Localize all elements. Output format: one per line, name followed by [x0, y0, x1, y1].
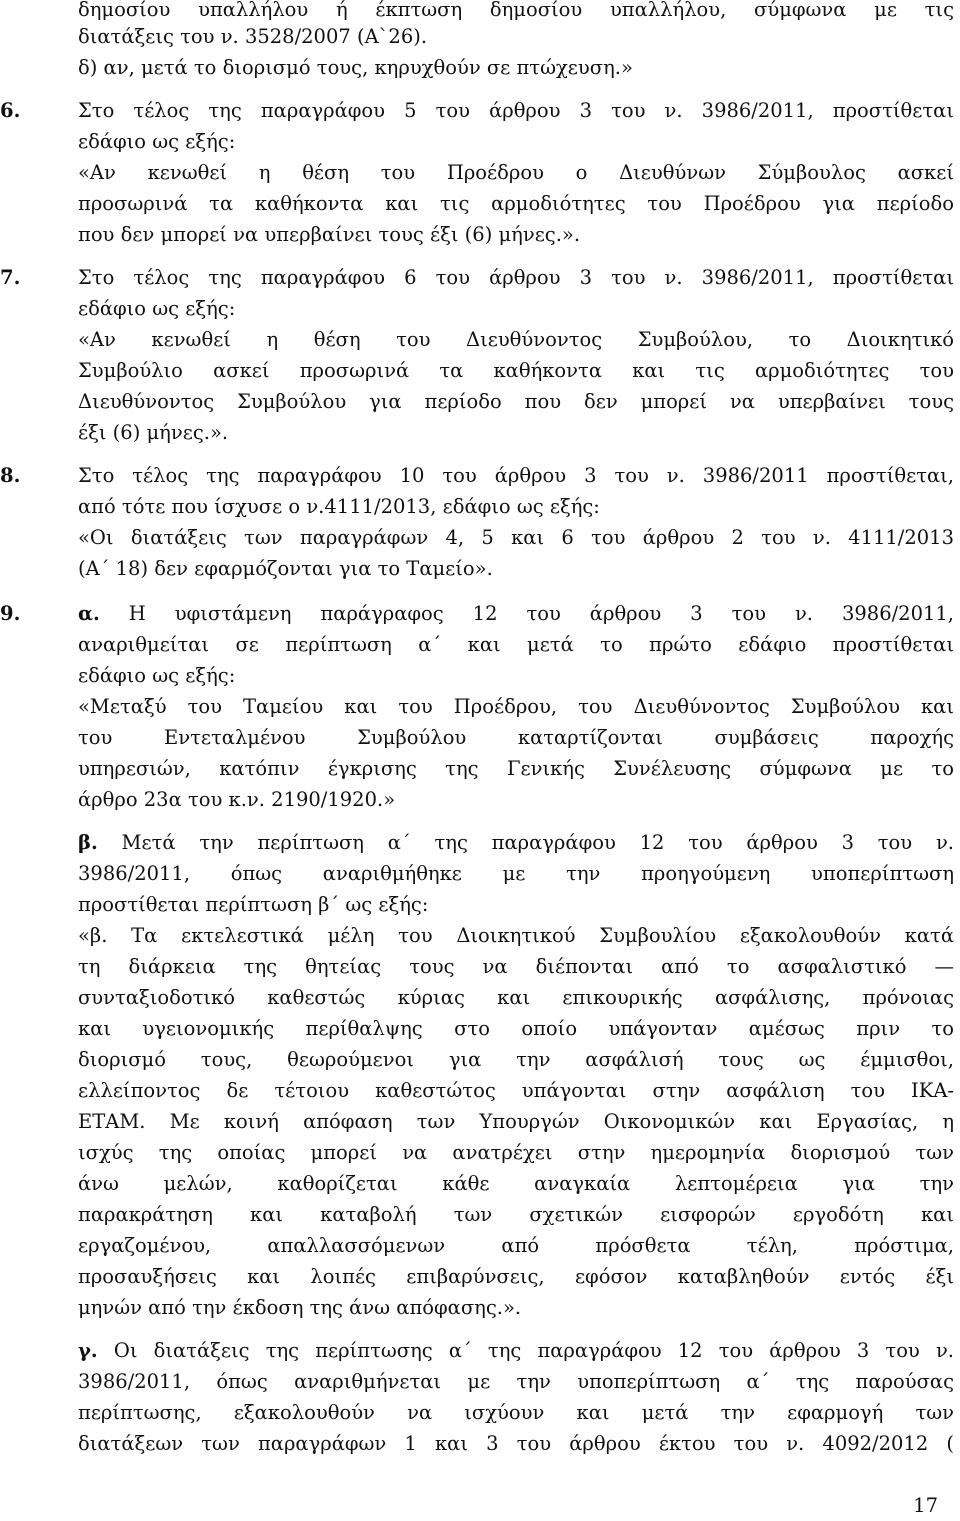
- line-text: δημοσίου υπαλλήλου ή έκπτωση δημοσίου υπαλλήλου, σύμφωνα με τις: [78, 0, 954, 21]
- line-text: συνταξιοδοτικό καθεστώς κύριας και επικουρικής ασφάλισης, πρόνοιας: [78, 986, 954, 1009]
- line-text: Μετά την περίπτωση α΄ της παραγράφου 12 του άρθρου 3 του ν.: [121, 831, 954, 854]
- line-text: υπηρεσιών, κατόπιν έγκρισης της Γενικής Συνέλευσης σύμφωνα με το: [78, 757, 954, 780]
- text-line: [78, 827, 954, 858]
- text-line: [78, 1261, 954, 1292]
- line-text: προσωρινά τα καθήκοντα και τις αρμοδιότητες του Προέδρου για περίοδο: [78, 192, 954, 215]
- line-text: «Οι διατάξεις των παραγράφων 4, 5 και 6 του άρθρου 2 του ν. 4111/2013: [78, 526, 954, 549]
- line-text: τη διάρκεια της θητείας τους να διέπονται από το ασφαλιστικό —: [78, 955, 954, 978]
- text-line: [78, 1168, 954, 1199]
- text-line: [78, 1075, 954, 1106]
- text-line: [78, 21, 954, 52]
- text-line: [78, 417, 954, 448]
- text-line: [78, 1199, 954, 1230]
- line-text: Διευθύνοντος Συμβούλου για περίοδο που δεν μπορεί να υπερβαίνει τους: [78, 390, 954, 413]
- text-line: [78, 722, 954, 753]
- text-line: [78, 753, 954, 784]
- line-text: άρθρο 23α του κ.ν. 2190/1920.»: [78, 788, 396, 811]
- text-line: [78, 920, 954, 951]
- line-text: Η υφιστάμενη παράγραφος 12 του άρθρου 3 του ν. 3986/2011,: [128, 602, 954, 625]
- line-text: «Αν κενωθεί η θέση του Διευθύνοντος Συμβούλου, το Διοικητικό: [78, 328, 954, 351]
- line-text: Στο τέλος της παραγράφου 6 του άρθρου 3 του ν. 3986/2011, προστίθεται: [78, 266, 954, 289]
- text-line: [78, 982, 954, 1013]
- line-text: Οι διατάξεις της περίπτωσης α΄ της παραγράφου 12 του άρθρου 3 του ν.: [113, 1339, 954, 1362]
- text-line: [78, 386, 954, 417]
- text-line: [78, 629, 954, 660]
- line-text: εδάφιο ως εξής:: [78, 130, 236, 153]
- line-text: διατάξεων των παραγράφων 1 και 3 του άρθρου έκτου του ν. 4092/2012 (: [78, 1432, 954, 1455]
- line-text: εργαζομένου, απαλλασσόμενων από πρόσθετα τέλη, πρόστιμα,: [78, 1234, 954, 1257]
- line-text: που δεν μπορεί να υπερβαίνει τους έξι (6) μήνες.».: [78, 223, 581, 246]
- text-line: [78, 1106, 954, 1137]
- line-text: Στο τέλος της παραγράφου 5 του άρθρου 3 του ν. 3986/2011, προστίθεται: [78, 99, 954, 122]
- text-line: [78, 858, 954, 889]
- text-line: [78, 293, 954, 324]
- text-line: [78, 188, 954, 219]
- line-text: προσαυξήσεις και λοιπές επιβαρύνσεις, εφόσον καταβληθούν εντός έξι: [78, 1265, 954, 1288]
- line-text: διορισμό τους, θεωρούμενοι για την ασφάλισή τους ως έμμισθοι,: [78, 1048, 954, 1071]
- line-text: από τότε που ίσχυσε ο ν.4111/2013, εδάφιο ως εξής:: [78, 495, 600, 518]
- paragraph-number: 9.: [0, 602, 21, 625]
- text-line: [78, 889, 954, 920]
- text-line: [78, 52, 954, 83]
- text-line: [78, 1230, 954, 1261]
- line-text: έξι (6) μήνες.».: [78, 421, 229, 444]
- text-line: [78, 324, 954, 355]
- text-line: [0, 95, 954, 126]
- text-line: [78, 1013, 954, 1044]
- line-text: Συμβούλιο ασκεί προσωρινά τα καθήκοντα και τις αρμοδιότητες του: [78, 359, 954, 382]
- text-line: [78, 1397, 954, 1428]
- text-line: [78, 784, 954, 815]
- line-text: 3986/2011, όπως αναριθμήθηκε με την προηγούμενη υποπερίπτωση: [78, 862, 954, 885]
- text-line: [0, 460, 954, 491]
- line-text: εδάφιο ως εξής:: [78, 664, 236, 687]
- text-line: [78, 157, 954, 188]
- line-text: (Α΄ 18) δεν εφαρμόζονται για το Ταμείο».: [78, 557, 493, 580]
- line-text: «Μεταξύ του Ταμείου και του Προέδρου, του Διευθύνοντος Συμβούλου και: [78, 695, 954, 718]
- text-line: [0, 262, 954, 293]
- line-text: «β. Τα εκτελεστικά μέλη του Διοικητικού Συμβουλίου εξακολουθούν κατά: [78, 924, 954, 947]
- text-line: [78, 1428, 954, 1459]
- text-line: [78, 553, 954, 584]
- text-line: [78, 126, 954, 157]
- paragraph-number: 7.: [0, 266, 21, 289]
- line-text: δ) αν, μετά το διορισμό τους, κηρυχθούν σε πτώχευση.»: [78, 56, 633, 79]
- line-text: ισχύς της οποίας μπορεί να ανατρέχει στην ημερομηνία διορισμού των: [78, 1141, 954, 1164]
- line-text: παρακράτηση και καταβολή των σχετικών εισφορών εργοδότη και: [78, 1203, 954, 1226]
- paragraph-number: 6.: [0, 99, 21, 122]
- text-line: [0, 598, 954, 629]
- page-number: 17: [913, 1494, 938, 1517]
- line-text: Στο τέλος της παραγράφου 10 του άρθρου 3 του ν. 3986/2011 προστίθεται,: [78, 464, 954, 487]
- line-text: άνω μελών, καθορίζεται κάθε αναγκαία λεπτομέρεια για την: [78, 1172, 954, 1195]
- line-text: και υγειονομικής περίθαλψης στο οποίο υπάγονταν αμέσως πριν το: [78, 1017, 954, 1040]
- line-text: 3986/2011, όπως αναριθμήνεται με την υποπερίπτωση α΄ της παρούσας: [78, 1370, 954, 1393]
- line-text: προστίθεται περίπτωση β΄ ως εξής:: [78, 893, 429, 916]
- text-line: [78, 219, 954, 250]
- subparagraph-label: α.: [78, 602, 100, 625]
- text-line: [78, 355, 954, 386]
- text-line: [78, 1366, 954, 1397]
- line-text: διατάξεις του ν. 3528/2007 (Α`26).: [78, 25, 428, 48]
- text-line: [78, 1137, 954, 1168]
- line-text: εδάφιο ως εξής:: [78, 297, 236, 320]
- line-text: αναριθμείται σε περίπτωση α΄ και μετά το πρώτο εδάφιο προστίθεται: [78, 633, 954, 656]
- text-line: [78, 691, 954, 722]
- text-line: [78, 660, 954, 691]
- line-text: ΕΤΑΜ. Με κοινή απόφαση των Υπουργών Οικονομικών και Εργασίας, η: [78, 1110, 954, 1133]
- text-line: [78, 1044, 954, 1075]
- line-text: του Εντεταλμένου Συμβούλου καταρτίζονται συμβάσεις παροχής: [78, 726, 954, 749]
- line-text: μηνών από την έκδοση της άνω απόφασης.».: [78, 1296, 522, 1319]
- subparagraph-label: β.: [78, 831, 98, 854]
- line-text: περίπτωσης, εξακολουθούν να ισχύουν και μετά την εφαρμογή των: [78, 1401, 954, 1424]
- paragraph-number: 8.: [0, 464, 21, 487]
- text-line: [78, 1335, 954, 1366]
- line-text: ελλείποντος δε τέτοιου καθεστώτος υπάγονται στην ασφάλιση του ΙΚΑ-: [78, 1079, 954, 1102]
- line-text: «Αν κενωθεί η θέση του Προέδρου ο Διευθύνων Σύμβουλος ασκεί: [78, 161, 954, 184]
- subparagraph-label: γ.: [78, 1339, 98, 1362]
- text-line: [78, 522, 954, 553]
- text-line: [78, 491, 954, 522]
- text-line: [78, 1292, 954, 1323]
- text-line: [78, 951, 954, 982]
